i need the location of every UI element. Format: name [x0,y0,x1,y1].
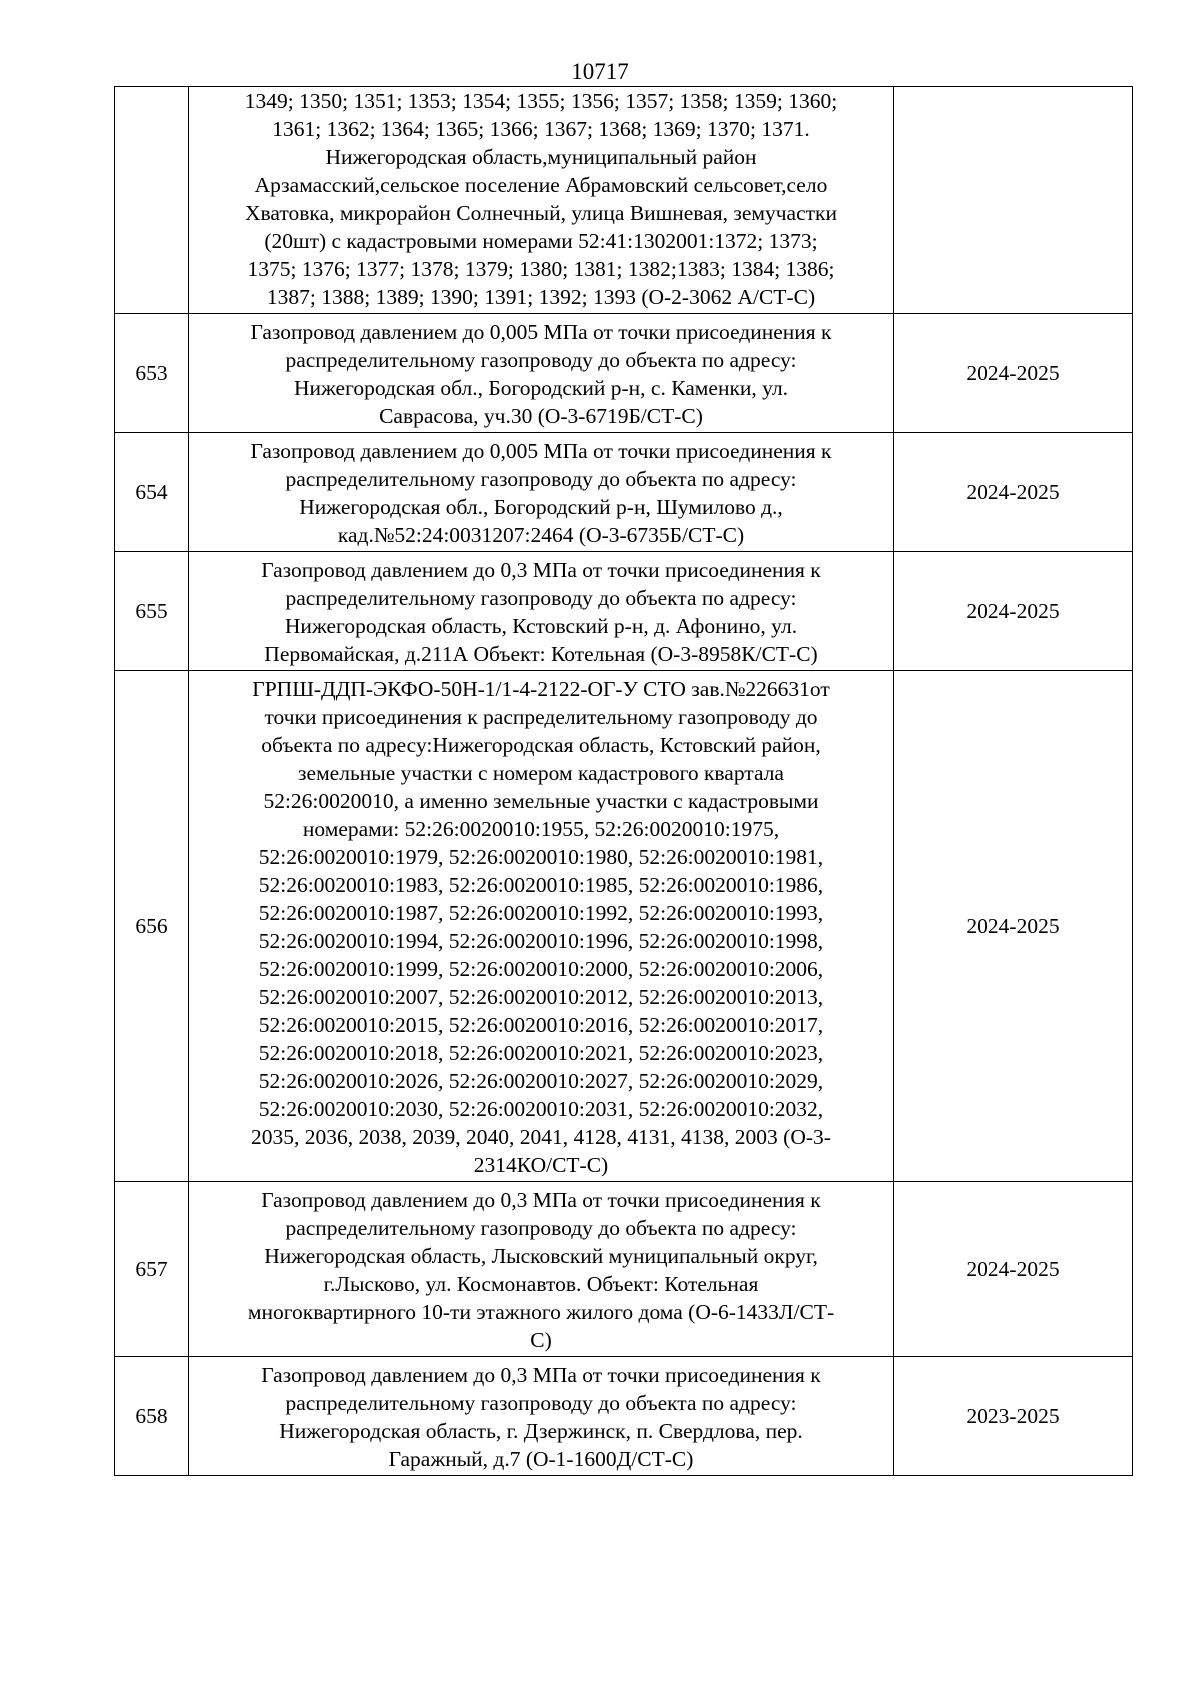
description-line: 52:26:0020010:1983, 52:26:0020010:1985, 52:26:0020010:1986, [258,873,824,897]
description-line: Газопровод давлением до 0,005 МПа от точки присоединения к [250,320,832,344]
description-line: 52:26:0020010:2030, 52:26:0020010:2031, 52:26:0020010:2032, [258,1097,824,1121]
description-line: 1361; 1362; 1364; 1365; 1366; 1367; 1368; 1369; 1370; 1371. [272,117,810,141]
table-row [115,552,1133,671]
object-description [189,433,894,552]
construction-period [894,87,1133,314]
description-line: 52:26:0020010:2018, 52:26:0020010:2021, 52:26:0020010:2023, [258,1041,824,1065]
description-line: 52:26:0020010:1999, 52:26:0020010:2000, 52:26:0020010:2006, [258,957,824,981]
description-line: 52:26:0020010:2015, 52:26:0020010:2016, 52:26:0020010:2017, [258,1013,824,1037]
description-line: номерами: 52:26:0020010:1955, 52:26:0020010:1975, [302,817,780,841]
description-line: 2314КО/СТ-С) [473,1153,609,1177]
object-description [189,314,894,433]
description-line: Саврасова, уч.30 (О-3-6719Б/СТ-С) [379,404,703,428]
description-line: г.Лысково, ул. Космонавтов. Объект: Котельная [323,1272,759,1296]
table-row [115,671,1133,1182]
objects-table [114,86,1133,1476]
description-line: Первомайская, д.211А Объект: Котельная (О-3-8958К/СТ-С) [264,642,818,666]
description-line: 52:26:0020010, а именно земельные участки с кадастровыми [263,789,819,813]
description-line: 1375; 1376; 1377; 1378; 1379; 1380; 1381; 1382;1383; 1384; 1386; [247,257,835,281]
description-line: распределительному газопроводу до объекта по адресу: [285,1391,797,1415]
row-number: 658 [115,1357,189,1476]
description-line: Нижегородская область, Лысковский муниципальный округ, [264,1244,818,1268]
description-line: Газопровод давлением до 0,3 МПа от точки присоединения к [261,1363,821,1387]
description-line: Нижегородская обл., Богородский р-н, Шумилово д., [299,495,783,519]
row-number: 653 [115,314,189,433]
description-line: ГРПШ-ДДП-ЭКФО-50Н-1/1-4-2122-ОГ-У СТО зав.№226631от [252,677,830,701]
description-line: Хватовка, микрорайон Солнечный, улица Вишневая, земучастки [245,201,837,225]
description-line: Газопровод давлением до 0,005 МПа от точки присоединения к [250,439,832,463]
construction-period: 2024-2025 [894,1182,1133,1357]
description-line: С) [530,1328,552,1352]
row-number: 655 [115,552,189,671]
object-description [189,552,894,671]
description-line: распределительному газопроводу до объекта по адресу: [285,1216,797,1240]
description-line: (20шт) с кадастровыми номерами 52:41:1302001:1372; 1373; [264,229,818,253]
description-line: кад.№52:24:0031207:2464 (О-3-6735Б/СТ-С) [337,523,745,547]
description-line: Нижегородская область, г. Дзержинск, п. Свердлова, пер. [279,1419,803,1443]
description-line: распределительному газопроводу до объекта по адресу: [285,586,797,610]
description-line: Газопровод давлением до 0,3 МПа от точки присоединения к [261,1188,821,1212]
table-row [115,1182,1133,1357]
description-line: 1387; 1388; 1389; 1390; 1391; 1392; 1393 (О-2-3062 А/СТ-С) [266,285,816,309]
description-line: Нижегородская область,муниципальный район [325,145,757,169]
description-line: 2035, 2036, 2038, 2039, 2040, 2041, 4128, 4131, 4138, 2003 (О-3- [251,1125,831,1149]
description-line: 52:26:0020010:2026, 52:26:0020010:2027, 52:26:0020010:2029, [258,1069,824,1093]
construction-period: 2024-2025 [894,314,1133,433]
table-row [115,314,1133,433]
row-number: 656 [115,671,189,1182]
description-line: 52:26:0020010:1987, 52:26:0020010:1992, 52:26:0020010:1993, [258,901,824,925]
object-description [189,1182,894,1357]
description-line: 52:26:0020010:1994, 52:26:0020010:1996, 52:26:0020010:1998, [258,929,824,953]
description-line: 1349; 1350; 1351; 1353; 1354; 1355; 1356; 1357; 1358; 1359; 1360; [244,89,838,113]
row-number: 657 [115,1182,189,1357]
description-line: многоквартирного 10-ти этажного жилого дома (О-6-1433Л/СТ- [247,1300,835,1324]
description-line: распределительному газопроводу до объекта по адресу: [285,467,797,491]
description-line: земельные участки с номером кадастрового квартала [298,761,784,785]
table-row [115,433,1133,552]
description-line: Нижегородская область, Кстовский р-н, д. Афонино, ул. [284,614,798,638]
row-number: 654 [115,433,189,552]
description-line: точки присоединения к распределительному газопроводу до [264,705,818,729]
description-line: объекта по адресу:Нижегородская область, Кстовский район, [261,733,821,757]
description-line: распределительному газопроводу до объекта по адресу: [285,348,797,372]
description-line: 52:26:0020010:2007, 52:26:0020010:2012, 52:26:0020010:2013, [258,985,824,1009]
description-line: Арзамасский,сельское поселение Абрамовский сельсовет,село [254,173,828,197]
object-description [189,671,894,1182]
row-number [115,87,189,314]
table-row [115,1357,1133,1476]
construction-period: 2024-2025 [894,552,1133,671]
description-line: Нижегородская обл., Богородский р-н, с. Каменки, ул. [293,376,789,400]
construction-period: 2024-2025 [894,433,1133,552]
object-description [189,87,894,314]
description-line: 52:26:0020010:1979, 52:26:0020010:1980, 52:26:0020010:1981, [258,845,824,869]
table-row [115,87,1133,314]
construction-period: 2024-2025 [894,671,1133,1182]
description-line: Гаражный, д.7 (О-1-1600Д/СТ-С) [388,1447,694,1471]
page-number: 10717 [571,59,629,84]
construction-period: 2023-2025 [894,1357,1133,1476]
description-line: Газопровод давлением до 0,3 МПа от точки присоединения к [261,558,821,582]
object-description [189,1357,894,1476]
